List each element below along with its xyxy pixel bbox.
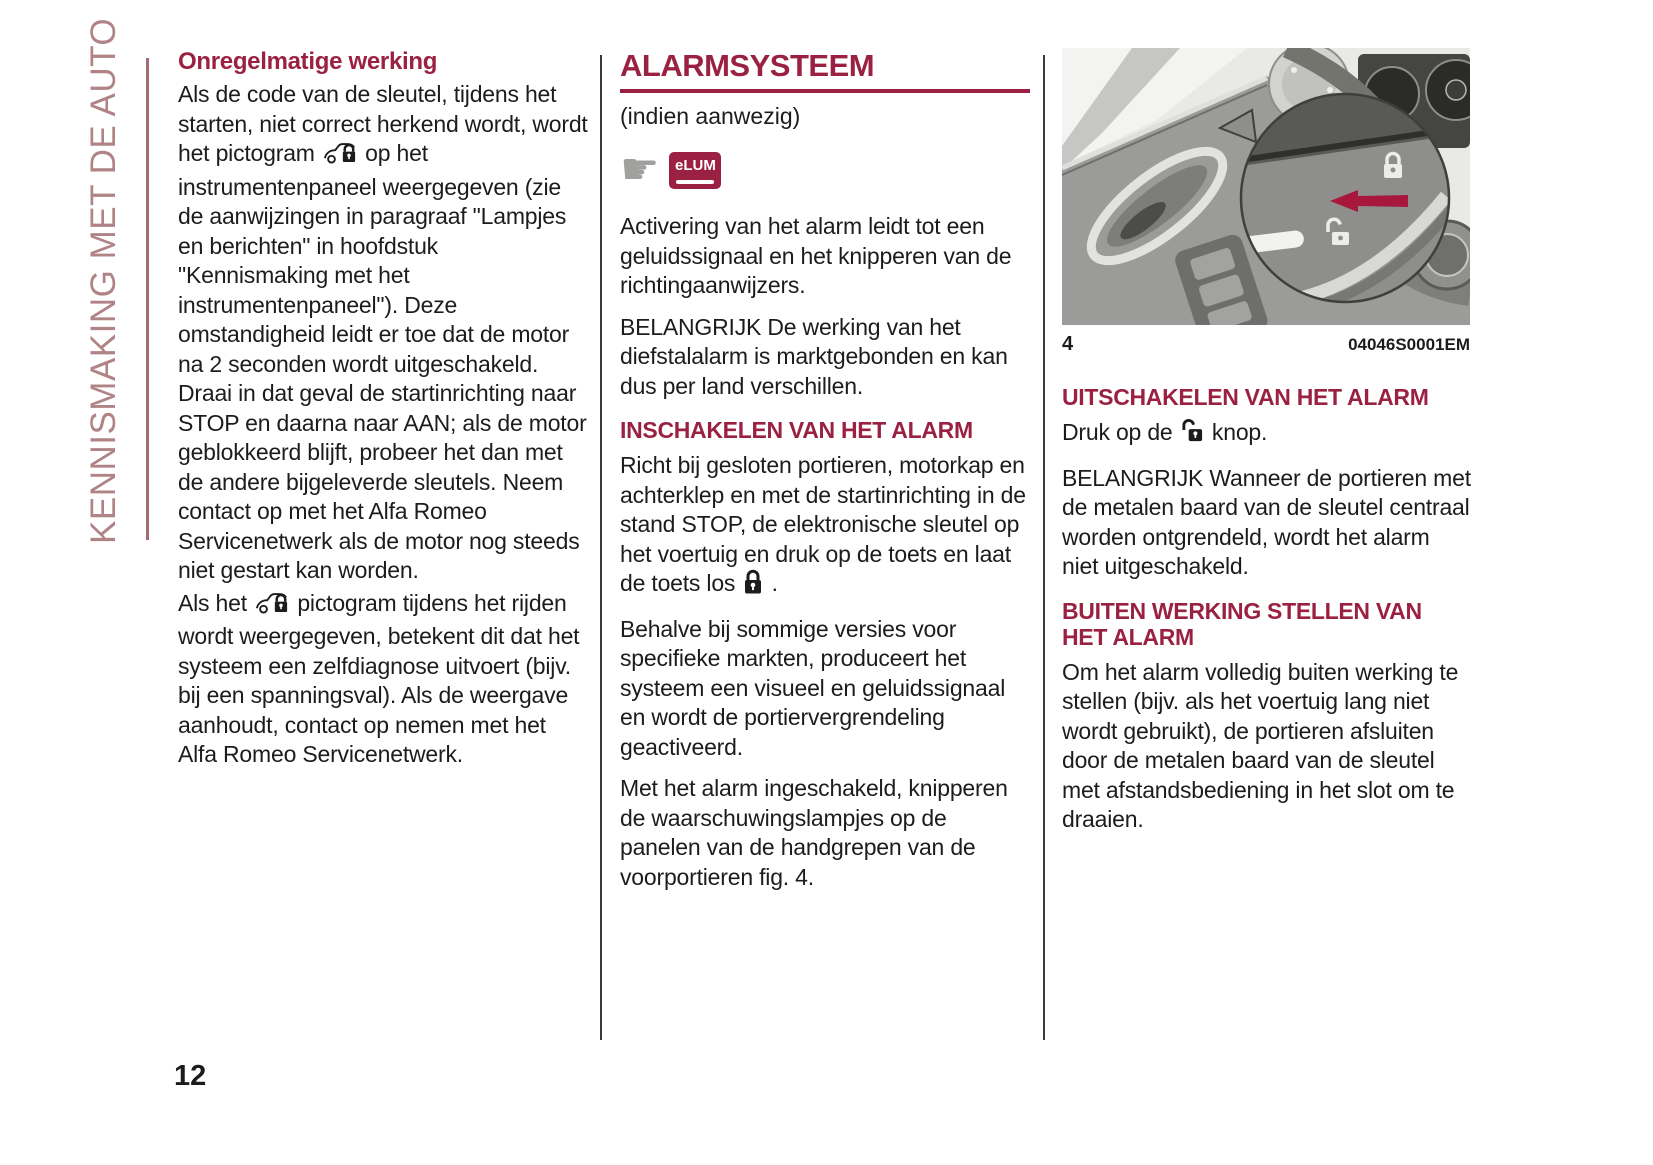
page-number: 12 [174, 1060, 207, 1092]
section-heading-uitschakelen: UITSCHAKELEN VAN HET ALARM [1062, 384, 1429, 410]
paragraph [620, 451, 1030, 603]
elum-label: eLUM [675, 156, 716, 174]
figure-4 [1062, 48, 1470, 356]
availability-note: (indien aanwezig) [620, 103, 801, 129]
vehicle-code-warning-icon [323, 142, 357, 173]
section-heading-onregelmatige-werking: Onregelmatige werking [178, 48, 438, 75]
paragraph: Met het alarm ingeschakeld, knipperen de waarschuwingslampjes op de panelen van de handgrepen van de voorportieren fig. 4. [620, 775, 1008, 890]
section-heading-inschakelen: INSCHAKELEN VAN HET ALARM [620, 417, 973, 443]
paragraph-text: Als de code van de sleutel, tijdens het starten, niet correct herkend wordt, wordt het pictogram [178, 81, 588, 166]
chapter-sidebar-label: KENNISMAKING MET DE AUTO [84, 17, 123, 544]
column-middle [620, 48, 1030, 904]
reference-icon-row [620, 145, 1030, 194]
paragraph-belangrijk: BELANGRIJK De werking van het diefstalalarm is marktgebonden en kan dus per land verschillen. [620, 313, 1008, 399]
lock-closed-icon [743, 569, 763, 603]
vehicle-code-warning-icon [255, 592, 289, 623]
paragraph-text: knop. [1211, 419, 1268, 445]
page-title-alarmsysteem: ALARMSYSTEEM [620, 48, 1030, 93]
pointing-hand-icon: ☛ [620, 145, 660, 194]
paragraph-text: pictogram tijdens het rijden wordt weergegeven, betekent dit dat het systeem een zelfdiagnose uitvoert (bijv. bij een spanningsval). Als de weergave aanhoudt, contact op nemen met het Alfa Romeo Servicenetwerk. [178, 589, 580, 767]
paragraph: Behalve bij sommige versies voor specifieke markten, produceert het systeem een visueel en geluidssignaal en wordt de portiervergrendeling geactiveerd. [620, 615, 1006, 760]
paragraph-text: Als het [178, 589, 247, 616]
column-right [1062, 48, 1472, 847]
lock-open-icon [1181, 418, 1204, 452]
column-divider [600, 55, 602, 1040]
elum-book-icon [669, 152, 721, 189]
paragraph-belangrijk: BELANGRIJK Wanneer de portieren met de metalen baard van de sleutel centraal worden ontgrendeld, wordt het alarm niet uitgeschakeld. [1062, 464, 1471, 579]
paragraph-text: Druk op de [1062, 419, 1173, 445]
column-left [178, 48, 588, 773]
column-divider [1043, 55, 1045, 1040]
figure-code: 04046S0001EM [1348, 335, 1470, 354]
figure-number: 4 [1062, 333, 1074, 355]
paragraph [1062, 418, 1472, 452]
paragraph [178, 80, 588, 586]
sidebar-rule [146, 58, 149, 540]
figure-4-image [1062, 48, 1470, 325]
paragraph-text: Richt bij gesloten portieren, motorkap en achterklep en met de startinrichting in de stand STOP, de elektronische sleutel op het voertuig en druk op de toets en laat de toets los [620, 452, 1026, 596]
paragraph-text: . [771, 570, 778, 596]
section-heading-buiten-werking: BUITEN WERKING STELLEN VAN HET ALARM [1062, 597, 1422, 650]
paragraph: Activering van het alarm leidt tot een geluidssignaal en het knipperen van de richtingaanwijzers. [620, 213, 1012, 298]
figure-caption [1062, 333, 1470, 356]
paragraph [178, 589, 588, 770]
paragraph-text: op het instrumentenpaneel weergegeven (zie de aanwijzingen in paragraaf "Lampjes en berichten" in hoofdstuk "Kennismaking met het instrumentenpaneel"). Deze omstandigheid leidt er toe dat de motor na 2 seconden wordt uitgeschakeld. Draai in dat geval de startinrichting naar STOP en daarna naar AAN; als de motor geblokkeerd blijft, probeer het dan met de andere bijgeleverde sleutels. Neem contact op met het Alfa Romeo Servicenetwerk als de motor nog steeds niet gestart kan worden. [178, 140, 587, 583]
paragraph: Om het alarm volledig buiten werking te stellen (bijv. als het voertuig lang niet wordt gebruikt), de portieren afsluiten door de metalen baard van de sleutel met afstandsbediening in het slot om te draaien. [1062, 658, 1459, 832]
book-pages-stripe [676, 180, 714, 184]
